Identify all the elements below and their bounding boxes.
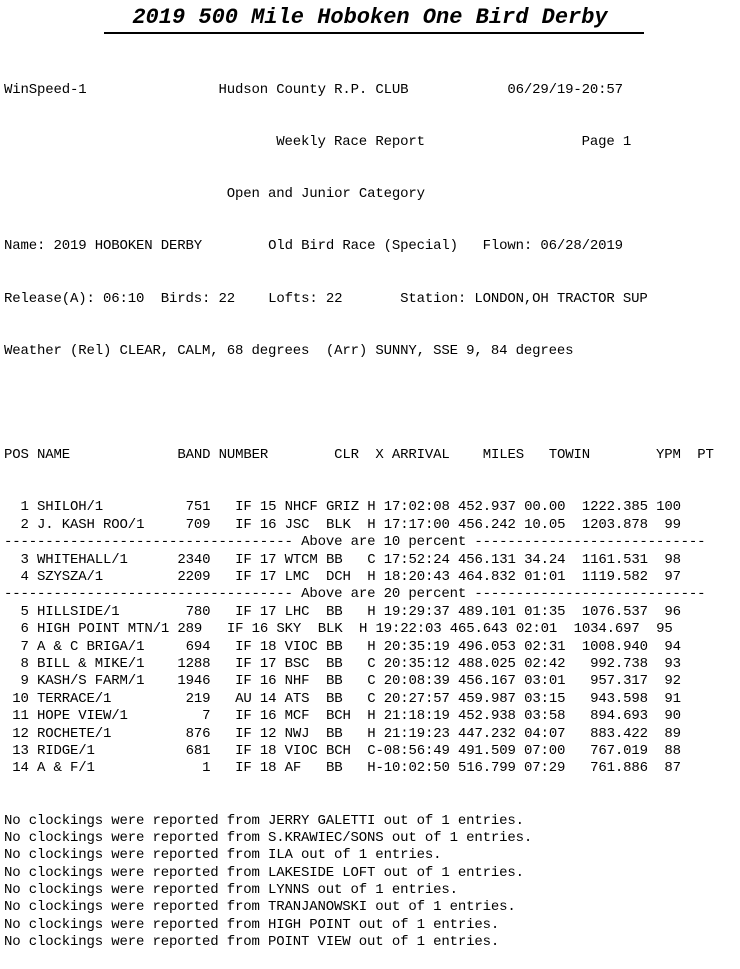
row-ypm: 1203.878	[581, 516, 648, 533]
race-line-3	[4, 343, 714, 360]
row-name: HILLSIDE/1	[37, 603, 120, 620]
row-band: 694	[185, 638, 211, 655]
results-table	[4, 499, 714, 777]
row-clr: BB	[325, 673, 343, 690]
row-name: HOPE VIEW/1	[37, 708, 128, 725]
row-ypm: 894.693	[590, 708, 648, 725]
col-ypm: YPM	[656, 447, 681, 464]
col-towin: TOWIN	[548, 447, 590, 464]
row-pt: 91	[664, 690, 681, 707]
row-name: SHILOH/1	[37, 499, 104, 516]
row-club: LMC	[284, 569, 310, 585]
row-clr: BB	[325, 760, 343, 777]
row-name: BILL & MIKE/1	[37, 655, 145, 672]
row-miles: 456.131	[458, 551, 516, 568]
row-pos: 11	[12, 708, 29, 725]
row-clr: BB	[325, 725, 343, 742]
row-arrival: 20:35:12	[383, 655, 450, 672]
row-series: IF 16	[235, 516, 277, 533]
row-name: SZYSZA/1	[37, 569, 104, 585]
row-clr: DCH	[325, 569, 351, 585]
race-type: Old Bird Race (Special)	[268, 238, 458, 255]
table-row	[4, 656, 714, 673]
row-x: C	[367, 655, 376, 672]
race-report	[4, 47, 714, 969]
row-towin: 00.00	[524, 499, 566, 516]
row-clr: BB	[325, 655, 343, 672]
row-band: 709	[185, 516, 211, 533]
row-x: H	[367, 603, 376, 620]
title-underline	[104, 32, 644, 34]
row-series: IF 17	[235, 569, 277, 585]
percent-divider: ----------------------------------- Above are 10 percent ----------------------------	[4, 534, 706, 551]
row-club: AF	[284, 760, 302, 777]
row-club: ATS	[284, 690, 310, 707]
row-name: J. KASH ROO/1	[37, 516, 145, 533]
row-name: TERRACE/1	[37, 690, 112, 707]
page-number: Page 1	[581, 134, 632, 151]
header-line-3	[4, 186, 714, 203]
row-pt: 87	[664, 760, 681, 777]
row-name: HIGH POINT MTN/1	[37, 621, 170, 638]
row-towin: 01:01	[524, 569, 566, 585]
no-clocking-line: No clockings were reported from TRANJANOWSKI out of 1 entries.	[4, 899, 516, 916]
row-pt: 98	[664, 551, 681, 568]
no-clockings-list	[4, 813, 714, 952]
table-row	[4, 639, 714, 656]
row-arrival: 20:08:39	[383, 673, 450, 690]
row-x: H	[367, 725, 376, 742]
row-band: 1	[202, 760, 211, 777]
col-pt: PT	[697, 447, 714, 464]
percent-divider-label: Above are 10 percent	[301, 534, 467, 551]
col-clr: CLR	[334, 447, 359, 464]
race-name: Name: 2019 HOBOKEN DERBY	[4, 238, 203, 255]
row-towin: 02:31	[524, 638, 566, 655]
table-row	[4, 743, 714, 760]
percent-divider-label: Above are 20 percent	[301, 586, 467, 603]
report-category: Open and Junior Category	[226, 186, 425, 203]
no-clocking-line: No clockings were reported from S.KRAWIEC/SONS out of 1 entries.	[4, 829, 533, 846]
row-club: VIOC	[284, 638, 318, 655]
col-miles: MILES	[482, 447, 524, 464]
row-miles: 452.937	[458, 499, 516, 516]
row-series: IF 17	[235, 603, 277, 620]
row-towin: 01:35	[524, 603, 566, 620]
row-pos: 9	[20, 673, 29, 690]
row-miles: 452.938	[458, 708, 516, 725]
row-ypm: 943.598	[590, 690, 648, 707]
row-clr: BB	[325, 603, 343, 620]
report-title: 2019 500 Mile Hoboken One Bird Derby	[132, 5, 608, 30]
row-series: IF 16	[235, 708, 277, 725]
no-clocking-line: No clockings were reported from ILA out of 1 entries.	[4, 847, 442, 864]
col-pos: POS	[4, 447, 29, 464]
row-pos: 8	[20, 655, 29, 672]
row-name: KASH/S FARM/1	[37, 673, 145, 690]
row-pt: 99	[664, 516, 681, 533]
row-name: A & C BRIGA/1	[37, 638, 145, 655]
row-pt: 94	[664, 638, 681, 655]
row-pos: 2	[20, 516, 29, 533]
weather-release: Weather (Rel) CLEAR, CALM, 68 degrees	[4, 342, 310, 359]
row-miles: 491.509	[458, 742, 516, 759]
row-clr: BCH	[325, 708, 351, 725]
row-pt: 89	[664, 725, 681, 742]
row-band: 2340	[177, 551, 211, 568]
row-miles: 489.101	[458, 603, 516, 620]
race-release: Release(A): 06:10	[4, 290, 145, 307]
row-miles: 516.799	[458, 760, 516, 777]
row-band: 876	[185, 725, 211, 742]
table-row	[4, 708, 714, 725]
row-arrival: 19:22:03	[375, 621, 442, 638]
row-ypm: 1119.582	[581, 569, 648, 585]
row-ypm: 1222.385	[581, 499, 648, 516]
row-series: IF 18	[235, 742, 277, 759]
row-band: 681	[185, 742, 211, 759]
row-pt: 95	[656, 621, 673, 638]
row-x: H	[367, 638, 376, 655]
row-towin: 02:42	[524, 655, 566, 672]
row-arrival: 21:18:19	[383, 708, 450, 725]
table-row	[4, 621, 714, 638]
row-name: WHITEHALL/1	[37, 551, 128, 568]
row-band: 1288	[177, 655, 211, 672]
row-arrival: 19:29:37	[383, 603, 450, 620]
row-series: IF 17	[235, 655, 277, 672]
row-band: 780	[185, 603, 211, 620]
row-clr: BCH	[325, 742, 351, 759]
row-pos: 4	[20, 569, 29, 585]
blank-line	[4, 395, 714, 412]
no-clocking-line: No clockings were reported from HIGH POINT out of 1 entries.	[4, 916, 500, 933]
row-towin: 03:15	[524, 690, 566, 707]
row-miles: 488.025	[458, 655, 516, 672]
no-clocking-line: No clockings were reported from POINT VIEW out of 1 entries.	[4, 934, 500, 951]
percent-divider: ----------------------------------- Above are 20 percent ----------------------------	[4, 586, 706, 603]
row-x: C	[367, 673, 376, 690]
no-clocking-line: No clockings were reported from LYNNS out of 1 entries.	[4, 882, 458, 899]
row-band: 7	[202, 708, 211, 725]
row-pos: 14	[12, 760, 29, 777]
row-x: H	[367, 708, 376, 725]
race-birds: Birds: 22	[160, 290, 236, 307]
row-pt: 90	[664, 708, 681, 725]
row-arrival: 20:27:57	[383, 690, 450, 707]
table-row	[4, 517, 714, 534]
row-towin: 07:00	[524, 742, 566, 759]
row-club: BSC	[284, 655, 310, 672]
row-x: H	[367, 569, 376, 585]
row-miles: 464.832	[458, 569, 516, 585]
row-clr: BLK	[325, 516, 351, 533]
row-pos: 6	[20, 621, 29, 638]
row-club: SKY	[276, 621, 302, 638]
club-name: Hudson County R.P. CLUB	[218, 81, 409, 98]
row-arrival: 20:35:19	[383, 638, 450, 655]
row-club: MCF	[284, 708, 310, 725]
row-x: H	[358, 621, 368, 638]
row-pt: 92	[664, 673, 681, 690]
row-x: H	[367, 760, 376, 777]
table-row	[4, 726, 714, 743]
row-ypm: 957.317	[590, 673, 648, 690]
row-club: WTCM	[284, 551, 318, 568]
table-row	[4, 691, 714, 708]
header-line-1	[4, 82, 714, 99]
row-pos: 13	[12, 742, 29, 759]
row-pt: 88	[664, 742, 681, 759]
row-club: VIOC	[284, 742, 318, 759]
row-band: 289	[177, 621, 203, 638]
row-name: A & F/1	[37, 760, 95, 777]
report-type: Weekly Race Report	[276, 134, 425, 151]
row-band: 219	[185, 690, 211, 707]
row-ypm: 883.422	[590, 725, 648, 742]
row-clr: BB	[325, 690, 343, 707]
row-band: 1946	[177, 673, 211, 690]
row-club: NHF	[284, 673, 310, 690]
row-arrival: 18:20:43	[383, 569, 450, 585]
row-club: JSC	[284, 516, 310, 533]
row-towin: 04:07	[524, 725, 566, 742]
row-miles: 496.053	[458, 638, 516, 655]
row-pos: 3	[20, 551, 29, 568]
table-row	[4, 604, 714, 621]
row-club: NWJ	[284, 725, 310, 742]
row-ypm: 1161.531	[581, 551, 648, 568]
row-x: H	[367, 516, 376, 533]
row-pos: 1	[20, 499, 29, 516]
row-clr: BB	[325, 551, 343, 568]
row-band: 751	[185, 499, 211, 516]
no-clocking-line: No clockings were reported from JERRY GALETTI out of 1 entries.	[4, 812, 524, 829]
row-towin: 07:29	[524, 760, 566, 777]
row-series: AU 14	[235, 690, 277, 707]
row-x: C	[367, 551, 376, 568]
table-row	[4, 673, 714, 690]
row-pos: 10	[12, 690, 29, 707]
row-club: LHC	[284, 603, 310, 620]
row-series: IF 16	[226, 621, 269, 638]
table-row	[4, 499, 714, 516]
row-series: IF 18	[235, 760, 277, 777]
col-name: NAME	[37, 447, 71, 464]
row-towin: 02:01	[515, 621, 558, 638]
row-miles: 447.232	[458, 725, 516, 742]
row-series: IF 16	[235, 673, 277, 690]
race-line-1	[4, 238, 714, 255]
table-row	[4, 552, 714, 569]
report-datetime: 06/29/19-20:57	[507, 81, 623, 98]
col-band: BAND NUMBER	[177, 447, 269, 464]
row-series: IF 17	[235, 551, 277, 568]
race-lofts: Lofts: 22	[268, 290, 343, 307]
row-x: H	[367, 499, 376, 516]
row-miles: 456.242	[458, 516, 516, 533]
row-pt: 93	[664, 655, 681, 672]
race-line-2	[4, 291, 714, 308]
row-towin: 34.24	[524, 551, 566, 568]
row-arrival: 17:17:00	[383, 516, 450, 533]
row-name: ROCHETE/1	[37, 725, 112, 742]
row-pt: 97	[664, 569, 681, 585]
row-x: C	[367, 742, 376, 759]
row-towin: 03:58	[524, 708, 566, 725]
software-name: WinSpeed-1	[4, 81, 87, 98]
header-line-2	[4, 134, 714, 151]
race-station: Station: LONDON,OH TRACTOR SUP	[400, 290, 648, 307]
row-ypm: 1008.940	[581, 638, 648, 655]
table-header	[4, 447, 714, 464]
row-pt: 96	[664, 603, 681, 620]
col-x: X	[375, 447, 384, 464]
row-pos: 5	[20, 603, 29, 620]
row-name: RIDGE/1	[37, 742, 95, 759]
row-arrival: 21:19:23	[383, 725, 450, 742]
row-series: IF 15	[235, 499, 277, 516]
row-club: NHCF	[284, 499, 318, 516]
row-pos: 12	[12, 725, 29, 742]
row-arrival: -08:56:49	[375, 742, 450, 759]
row-series: IF 18	[235, 638, 277, 655]
row-pos: 7	[20, 638, 29, 655]
col-arrival: ARRIVAL	[391, 447, 450, 464]
row-x: C	[367, 690, 376, 707]
row-ypm: 1034.697	[573, 621, 640, 638]
row-ypm: 1076.537	[581, 603, 648, 620]
row-clr: GRIZ	[325, 499, 359, 516]
row-ypm: 767.019	[590, 742, 648, 759]
row-arrival: 17:02:08	[383, 499, 450, 516]
row-miles: 456.167	[458, 673, 516, 690]
row-arrival: -10:02:50	[375, 760, 450, 777]
row-towin: 10.05	[524, 516, 566, 533]
table-row	[4, 760, 714, 777]
row-miles: 465.643	[449, 621, 508, 638]
row-ypm: 992.738	[590, 655, 648, 672]
row-clr: BB	[325, 638, 343, 655]
row-ypm: 761.886	[590, 760, 648, 777]
race-flown: Flown: 06/28/2019	[482, 238, 623, 255]
row-band: 2209	[177, 569, 211, 585]
row-series: IF 12	[235, 725, 277, 742]
row-pt: 100	[656, 499, 681, 516]
no-clocking-line: No clockings were reported from LAKESIDE LOFT out of 1 entries.	[4, 864, 524, 881]
weather-arrival: (Arr) SUNNY, SSE 9, 84 degrees	[325, 342, 574, 359]
row-clr: BLK	[317, 621, 343, 638]
table-row	[4, 569, 714, 586]
row-arrival: 17:52:24	[383, 551, 450, 568]
row-miles: 459.987	[458, 690, 516, 707]
row-towin: 03:01	[524, 673, 566, 690]
